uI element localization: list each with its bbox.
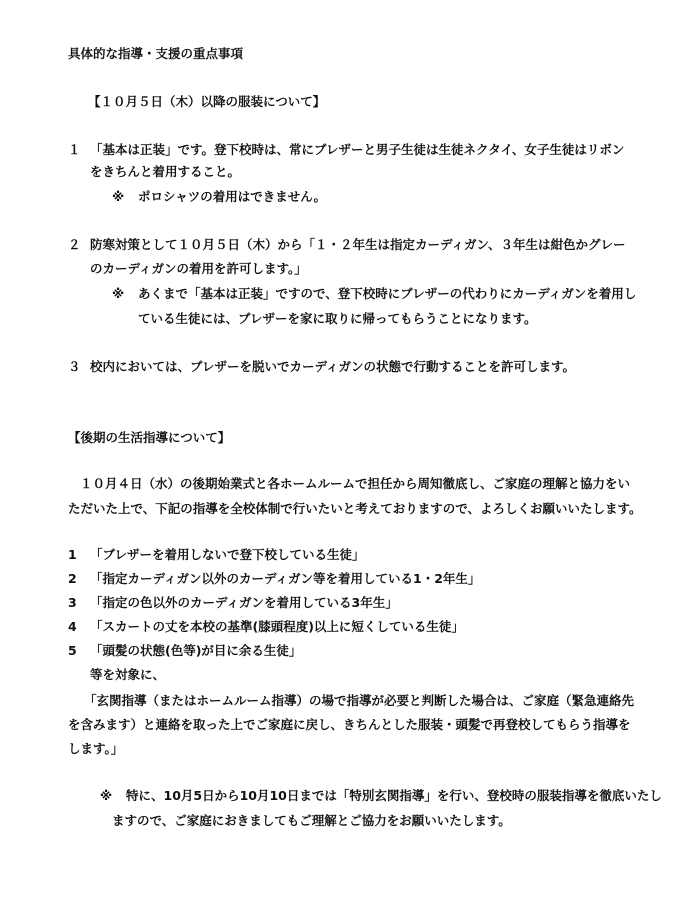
note-mark: ※: [100, 788, 113, 803]
uniform-item-3: [68, 361, 575, 374]
guidance-quote-line-1: 「玄関指導（またはホームルーム指導）の場で指導が必要と判断した場合は、ご家庭（緊急連絡先: [84, 693, 635, 708]
uniform-item-2: [68, 239, 626, 252]
guidance-list-item-2: [68, 573, 480, 586]
guidance-intro-line-2: ただいた上で、下記の指導を全校体制で行いたいと考えておりますので、よろしくお願いいたします。: [68, 501, 642, 516]
item-text: 「頭髪の状態(色等)が目に余る生徒」: [90, 643, 302, 658]
guidance-list-item-5: [68, 645, 301, 658]
guidance-note: [100, 790, 662, 803]
note-mark: ※: [112, 286, 125, 301]
guidance-note-line-2: ますので、ご家庭におきましてもご理解とご協力をお願いいたします。: [112, 813, 511, 828]
note-text: ポロシャツの着用はできません。: [138, 189, 327, 204]
guidance-target: 等を対象に、: [90, 667, 166, 682]
section-title-uniform: 【１０月５日（木）以降の服装について】: [88, 94, 326, 109]
guidance-quote-line-3: します。」: [68, 741, 124, 756]
guidance-list-item-1: [68, 549, 365, 562]
item-text: 「指定の色以外のカーディガンを着用している3年生」: [90, 595, 398, 610]
uniform-item-1: [68, 144, 624, 157]
note-text: 特に、10月5日から10月10日までは「特別玄関指導」を行い、登校時の服装指導を徹底いたし: [126, 788, 662, 803]
item-text: 防寒対策として１０月５日（木）から「１・２年生は指定カーディガン、３年生は紺色かグレー: [90, 237, 626, 252]
guidance-intro-line-1: １０月４日（水）の後期始業式と各ホームルームで担任から周知徹底し、ご家庭の理解と協力をい: [80, 476, 631, 491]
section-title-guidance: 【後期の生活指導について】: [68, 430, 231, 445]
item-number: 2: [68, 571, 77, 586]
item-number: ２: [68, 237, 81, 252]
note-mark: ※: [112, 189, 125, 204]
item-number: １: [68, 142, 81, 157]
uniform-item-2-note-line-2: ている生徒には、ブレザーを家に取りに帰ってもらうことになります。: [138, 311, 537, 326]
guidance-list-item-3: [68, 597, 398, 610]
guidance-list-item-4: [68, 621, 464, 634]
uniform-item-2-note: [112, 288, 636, 301]
note-text: あくまで「基本は正装」ですので、登下校時にブレザーの代わりにカーディガンを着用し: [138, 286, 637, 301]
item-number: 4: [68, 619, 77, 634]
item-number: 5: [68, 643, 77, 658]
item-number: ３: [68, 359, 81, 374]
item-number: 3: [68, 595, 77, 610]
item-number: 1: [68, 547, 77, 562]
page-heading: 具体的な指導・支援の重点事項: [68, 46, 244, 61]
item-text: 「指定カーディガン以外のカーディガン等を着用している1・2年生」: [90, 571, 481, 586]
item-text: 「ブレザーを着用しないで登下校している生徒」: [90, 547, 365, 562]
guidance-quote-line-2: を含みます）と連絡を取った上でご家庭に戻し、きちんとした服装・頭髪で再登校してもらう指導を: [68, 717, 631, 732]
uniform-item-1-note: [112, 191, 326, 204]
uniform-item-1-line-2: をきちんと着用すること。: [90, 164, 241, 179]
item-text: 「スカートの丈を本校の基準(膝頭程度)以上に短くしている生徒」: [90, 619, 464, 634]
item-text: 「基本は正装」です。登下校時は、常にブレザーと男子生徒は生徒ネクタイ、女子生徒はリボン: [90, 142, 625, 157]
uniform-item-2-line-2: のカーディガンの着用を許可します。」: [90, 261, 307, 276]
item-text: 校内においては、ブレザーを脱いでカーディガンの状態で行動することを許可します。: [90, 359, 576, 374]
